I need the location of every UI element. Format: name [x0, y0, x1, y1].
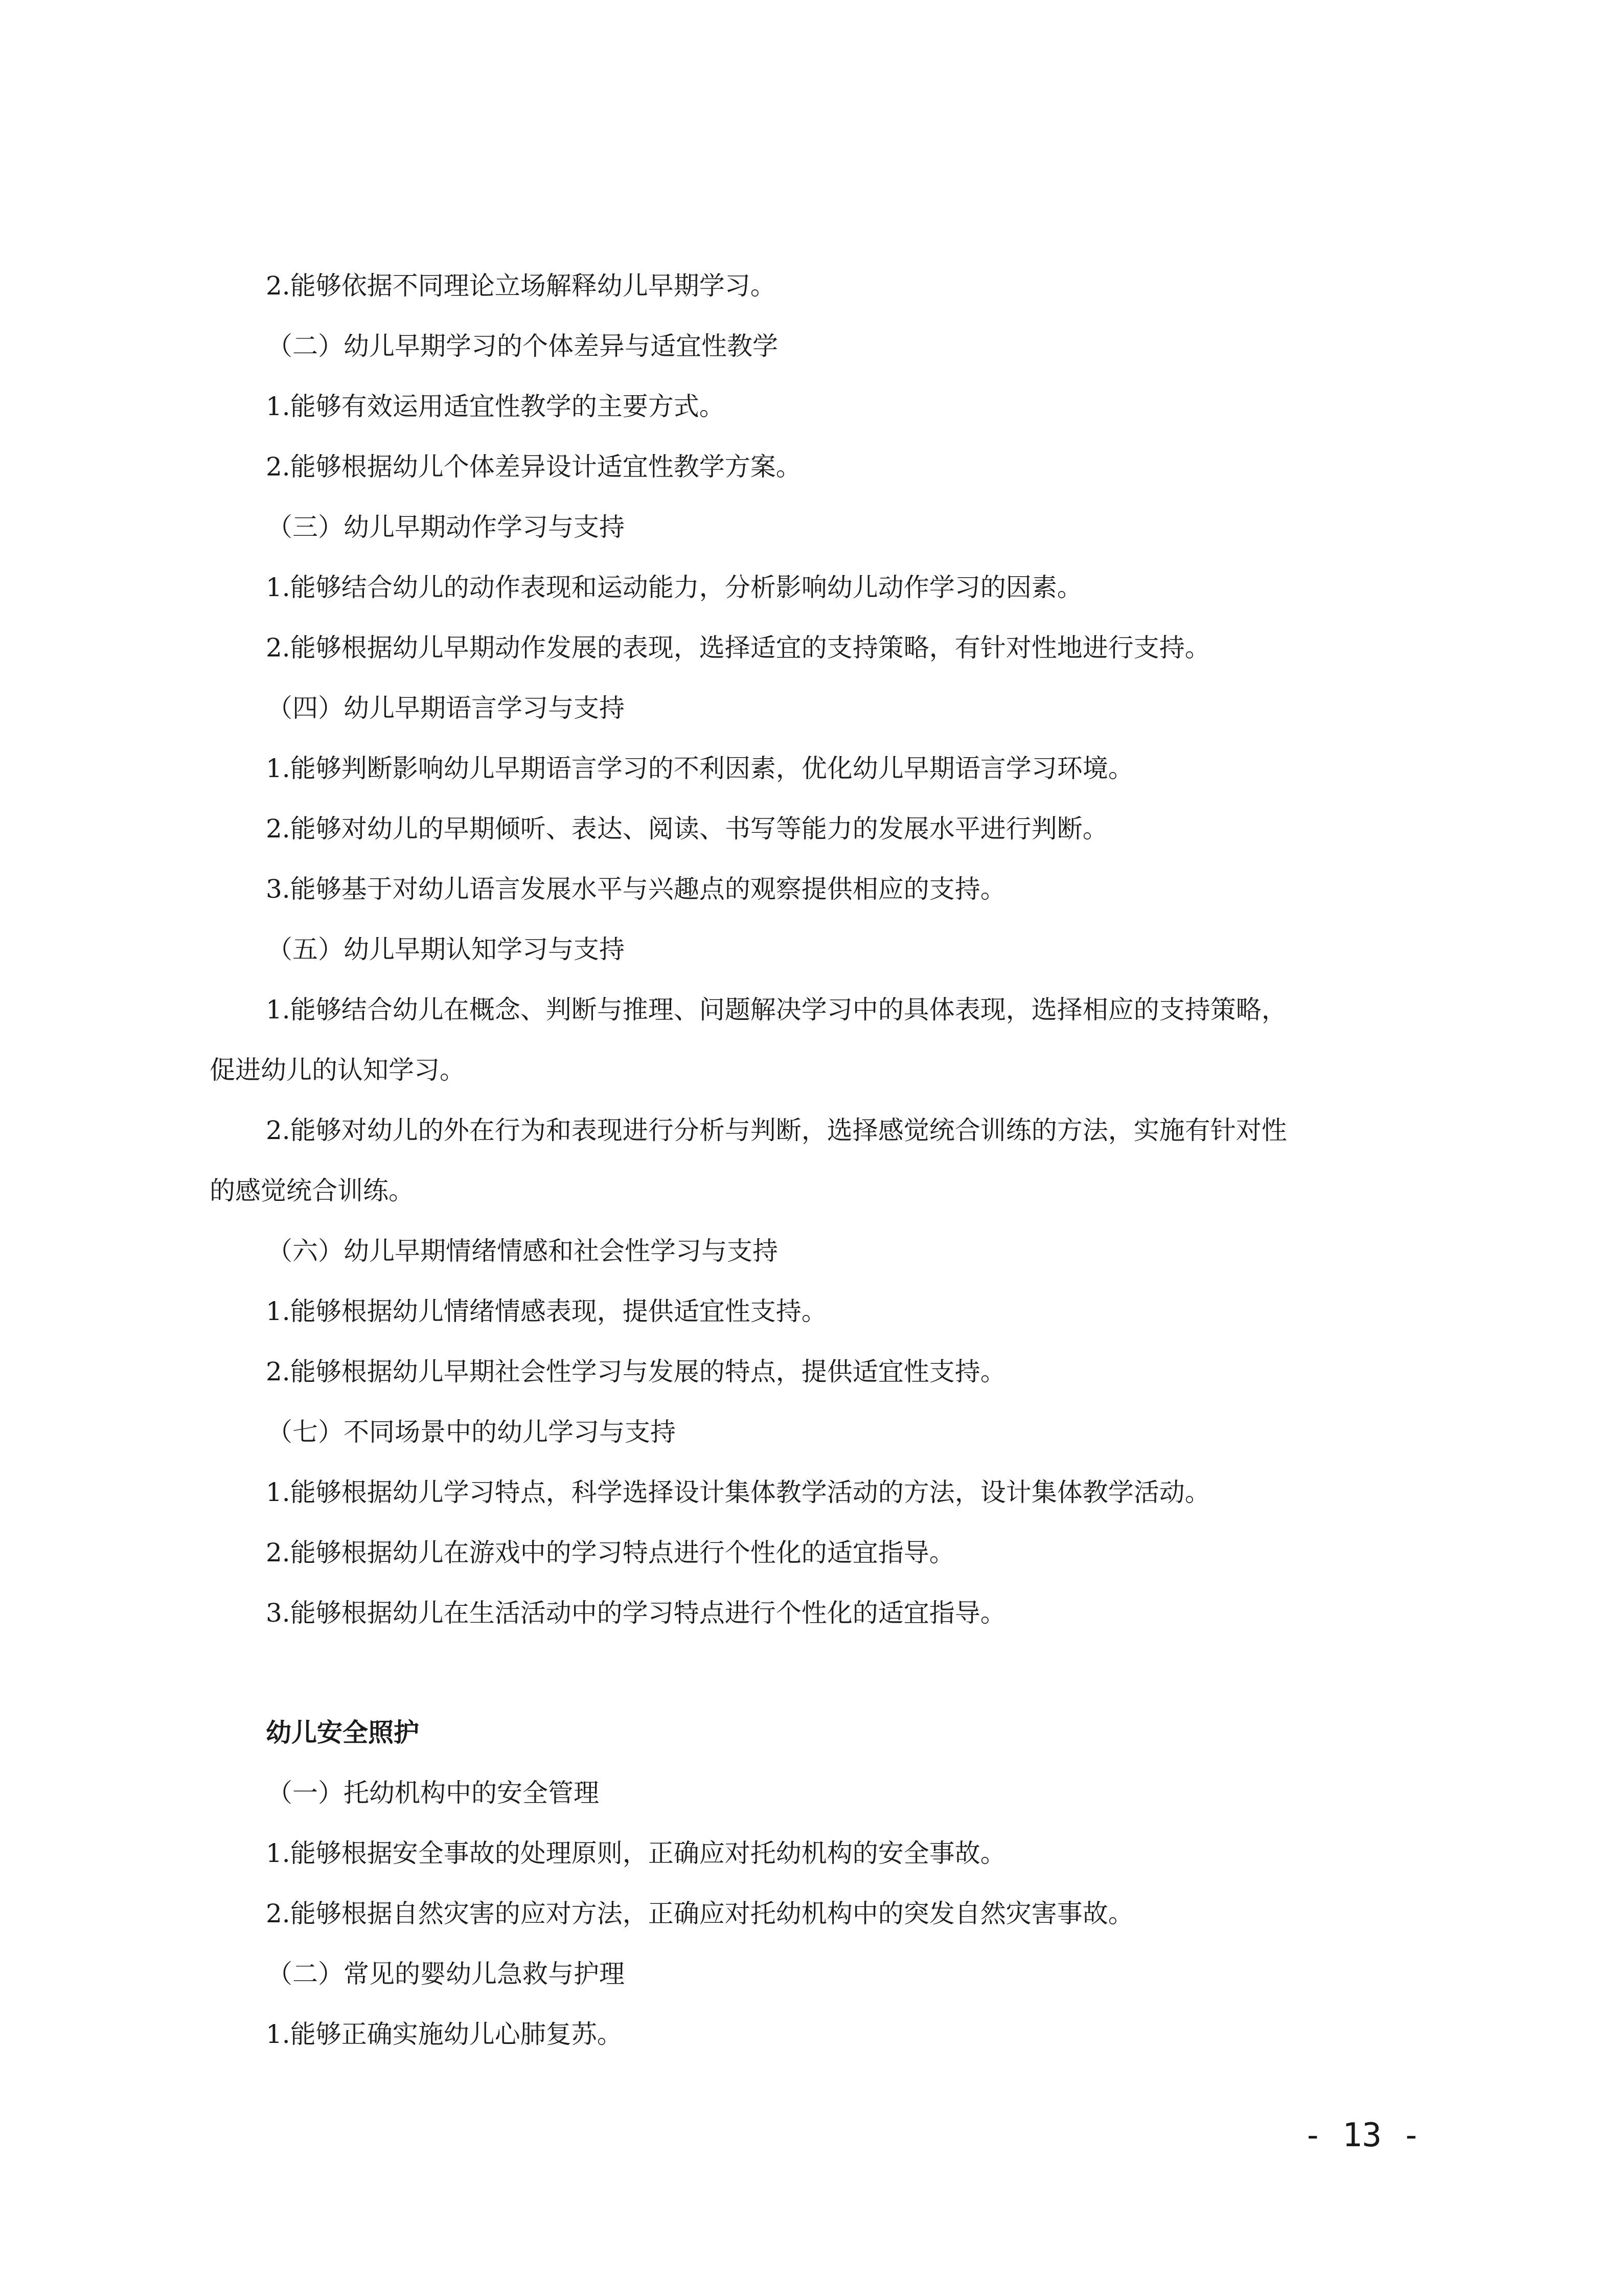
- list-item: 1.能够根据安全事故的处理原则，正确应对托幼机构的安全事故。: [266, 1838, 1006, 1868]
- subsection-heading: （三）幼儿早期动作学习与支持: [267, 512, 625, 542]
- list-item: 2.能够对幼儿的早期倾听、表达、阅读、书写等能力的发展水平进行判断。: [266, 814, 1108, 844]
- list-item: 2.能够根据幼儿在游戏中的学习特点进行个性化的适宜指导。: [266, 1538, 955, 1567]
- subsection-heading: （七）不同场景中的幼儿学习与支持: [267, 1417, 676, 1447]
- page-number: - 13 -: [1302, 2117, 1421, 2154]
- section-heading: 幼儿安全照护: [266, 1718, 419, 1747]
- subsection-heading: （一）托幼机构中的安全管理: [267, 1778, 599, 1808]
- subsection-heading: （五）幼儿早期认知学习与支持: [267, 935, 625, 964]
- list-item: 的感觉统合训练。: [210, 1176, 414, 1206]
- document-body: [210, 256, 1426, 2064]
- list-item: 1.能够有效运用适宜性教学的主要方式。: [266, 392, 725, 421]
- list-item: 促进幼儿的认知学习。: [210, 1055, 465, 1085]
- list-item: 1.能够根据幼儿学习特点，科学选择设计集体教学活动的方法，设计集体教学活动。: [266, 1477, 1210, 1507]
- subsection-heading: （六）幼儿早期情绪情感和社会性学习与支持: [267, 1236, 778, 1266]
- list-item: 1.能够结合幼儿在概念、判断与推理、问题解决学习中的具体表现，选择相应的支持策略，: [266, 995, 1287, 1025]
- competency-list-safety-care: [210, 1763, 1426, 2064]
- list-item: 1.能够根据幼儿情绪情感表现，提供适宜性支持。: [266, 1297, 827, 1326]
- subsection-heading: （二）幼儿早期学习的个体差异与适宜性教学: [267, 331, 778, 361]
- list-item: 2.能够对幼儿的外在行为和表现进行分析与判断，选择感觉统合训练的方法，实施有针对性: [266, 1116, 1287, 1145]
- list-item: 2.能够根据幼儿早期动作发展的表现，选择适宜的支持策略，有针对性地进行支持。: [266, 633, 1210, 663]
- competency-list-learning-support: [210, 256, 1426, 1643]
- list-item: 2.能够依据不同理论立场解释幼儿早期学习。: [266, 271, 776, 301]
- subsection-heading: （四）幼儿早期语言学习与支持: [267, 693, 625, 723]
- list-item: 2.能够根据自然灾害的应对方法，正确应对托幼机构中的突发自然灾害事故。: [266, 1899, 1134, 1928]
- list-item: 1.能够结合幼儿的动作表现和运动能力，分析影响幼儿动作学习的因素。: [266, 573, 1083, 602]
- list-item: 2.能够根据幼儿个体差异设计适宜性教学方案。: [266, 452, 802, 482]
- list-item: 1.能够判断影响幼儿早期语言学习的不利因素，优化幼儿早期语言学习环境。: [266, 754, 1134, 783]
- list-item: 3.能够基于对幼儿语言发展水平与兴趣点的观察提供相应的支持。: [266, 874, 1006, 904]
- list-item: 3.能够根据幼儿在生活活动中的学习特点进行个性化的适宜指导。: [266, 1598, 1006, 1628]
- list-item: 2.能够根据幼儿早期社会性学习与发展的特点，提供适宜性支持。: [266, 1357, 1006, 1386]
- list-item: 1.能够正确实施幼儿心肺复苏。: [266, 2019, 623, 2049]
- subsection-heading: （二）常见的婴幼儿急救与护理: [267, 1959, 625, 1989]
